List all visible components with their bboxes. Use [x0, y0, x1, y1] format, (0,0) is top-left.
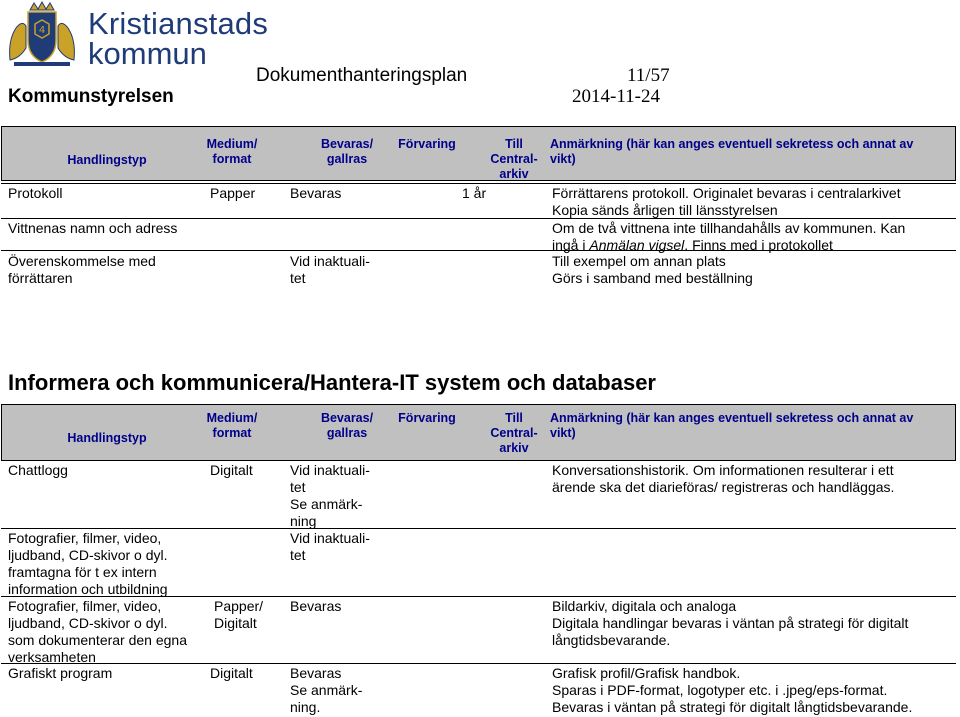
row-grafiskt-keep: Bevaras Se anmärk- ning. — [290, 665, 363, 715]
row-grafiskt-note: Grafisk profil/Grafisk handbok. Sparas i PDF-format, logotyper etc. i .jpeg/eps-format. Bevaras i väntan på strategi för digitalt långtidsbevarande. — [552, 665, 913, 715]
row-chattlogg-note: Konversationshistorik. Om informationen resulterar i ett ärende ska det diarieföras/ registreras och handläggas. — [552, 462, 895, 495]
row-foto-egna-note: Bildarkiv, digitala och analoga Digitala handlingar bevaras i väntan på strategi för digitalt långtidsbevarande. — [552, 598, 909, 648]
col-anmarkning: Anmärkning (här kan anges eventuell sekretess och annat av vikt) — [550, 137, 914, 166]
svg-text:4: 4 — [38, 25, 46, 36]
row-vittnen-type: Vittnenas namn och adress — [8, 220, 178, 236]
col-bevaras: Bevaras/ gallras — [320, 137, 374, 166]
row-vittnen-note: Om de två vittnena inte tillhandahålls av kommunen. Kan ingå i Anmälan vigsel. Finns med i protokollet — [552, 220, 906, 253]
row-grafiskt-type: Grafiskt program — [8, 665, 113, 681]
col-medium: Medium/ format — [206, 137, 258, 166]
col-centralarkiv: Till Central- arkiv — [490, 137, 538, 181]
row-divider — [1, 596, 956, 597]
row-protokoll-type: Protokoll — [8, 185, 63, 201]
table-header — [1, 404, 956, 461]
col-medium: Medium/ format — [206, 411, 258, 440]
row-grafiskt-medium: Digitalt — [210, 665, 253, 681]
row-foto-egna-type: Fotografier, filmer, video, ljudband, CD-skivor o dyl. som dokumenterar den egna verksamheten — [8, 598, 187, 665]
row-divider — [1, 183, 956, 184]
row-chattlogg-keep: Vid inaktuali- tet Se anmärk- ning — [290, 462, 370, 529]
col-forvaring: Förvaring — [398, 411, 456, 425]
row-overens-type: Överenskommelse med förrättaren — [8, 253, 156, 286]
row-foto-intern-keep: Vid inaktuali- tet — [290, 530, 370, 563]
section-title: Informera och kommunicera/Hantera-IT system och databaser — [8, 370, 656, 395]
row-overens-note: Till exempel om annan plats Görs i samband med beställning — [552, 253, 753, 286]
organization-name: Kommunstyrelsen — [8, 86, 174, 107]
row-divider — [1, 250, 956, 251]
row-protokoll-medium: Papper — [210, 185, 256, 201]
brand-name-line2: kommun — [88, 36, 207, 71]
col-forvaring: Förvaring — [398, 137, 456, 151]
row-foto-egna-keep: Bevaras — [290, 598, 342, 614]
document-title: Dokumenthanteringsplan — [256, 65, 468, 86]
table-header — [1, 126, 956, 181]
row-divider — [1, 663, 956, 664]
row-divider — [1, 218, 956, 219]
row-foto-egna-medium: Papper/ Digitalt — [214, 598, 264, 631]
row-protokoll-keep: Bevaras — [290, 185, 342, 201]
col-handlingstyp: Handlingstyp — [67, 153, 147, 167]
document-date: 2014-11-24 — [572, 86, 660, 107]
row-protokoll-note: Förrättarens protokoll. Originalet bevaras i centralarkivet Kopia sänds årligen till länsstyrelsen — [552, 185, 901, 218]
col-anmarkning: Anmärkning (här kan anges eventuell sekretess och annat av vikt) — [550, 411, 914, 440]
row-protokoll-storage: 1 år — [462, 185, 487, 201]
row-foto-intern-type: Fotografier, filmer, video, ljudband, CD-skivor o dyl. framtagna för t ex intern information och utbildning — [8, 530, 168, 597]
row-chattlogg-medium: Digitalt — [210, 462, 253, 478]
row-divider — [1, 528, 956, 529]
col-centralarkiv: Till Central- arkiv — [490, 411, 538, 455]
col-handlingstyp: Handlingstyp — [67, 431, 147, 445]
col-bevaras: Bevaras/ gallras — [320, 411, 374, 440]
row-chattlogg-type: Chattlogg — [8, 462, 68, 478]
page-number: 11/57 — [627, 65, 670, 86]
brand-name-line1: Kristianstads — [88, 6, 269, 41]
coat-of-arms-logo — [4, 0, 80, 72]
row-overens-keep: Vid inaktuali- tet — [290, 253, 370, 286]
